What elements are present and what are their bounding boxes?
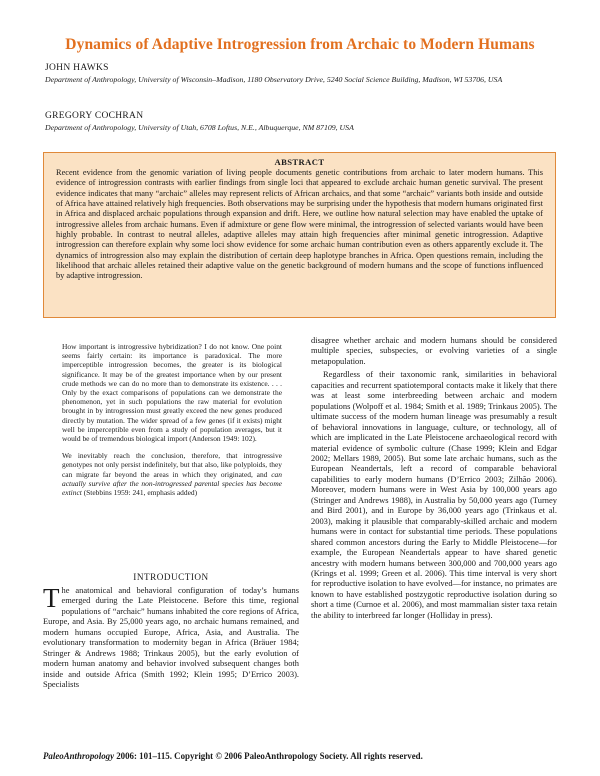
epigraph	[62, 342, 282, 497]
right-column	[311, 335, 557, 620]
introduction-paragraph-text: he anatomical and behavioral configuration of today’s humans emerged during the Late Pleistocene. Before this time, regional populations of “archaic” humans inhabited the core regions of Africa, Europe, and Asia. By 25,000 years ago, no archaic humans remained, and modern humans occupied Europe, Africa, Asia, and Australia. The evolutionary transformation to modernity began in Africa (Bräuer 1984; Stringer & Andrews 1988; Trinkaus 2005), but the early evolution of modern human anatomy and behavior involved subsequent changes both inside and outside Africa (Smith 1992; Klein 1995; D’Errico 2003). Specialists	[43, 585, 299, 690]
section-heading-introduction: INTRODUCTION	[133, 572, 209, 582]
introduction-paragraph	[43, 585, 299, 690]
author-name-1: JOHN HAWKS	[45, 63, 109, 73]
epigraph-quote-anderson-text: How important is introgressive hybridization? I do not know. One point seems fairly certain: its importance is paradoxical. The more imperceptible introgression becomes, the greater is its biological significance. It may be of the greatest importance when by our present crude methods we can do no more than to demonstrate its existence. . . . Only by the exact comparisons of populations can we demonstrate the phenomenon, yet in such populations the raw material for evolution brought in by introgression must greatly exceed the new genes produced directly by mutation. The wider spread of a few genes (if it exists) might well be imperceptible even from a study of population averages, but it would be of tremendous biological import (Anderson 1949: 102).	[62, 342, 282, 444]
author-affiliation-1: Department of Anthropology, University of Wisconsin–Madison, 1180 Observatory Drive, 5240 Social Science Building, Madison, WI 53706, USA	[45, 75, 503, 84]
right-column-paragraph-2: Regardless of their taxonomic rank, similarities in behavioral capacities and recurrent spatiotemporal contacts make it likely that there was at least some interbreeding between archaic and modern populations (Wolpoff et al. 1984; Smith et al. 1989; Trinkaus 2005). The ultimate success of the modern human lineage was presumably a result of behavioral innovations in language, culture, or technology, all of which are implicated in the Late Pleistocene archaeological record with material evidence of symbolic culture (Chase 1999; Klein and Edgar 2002; Mellars 1989, 2005). But some late archaic humans, such as the European Neandertals, left a record of comparable behavioral capabilities to early modern humans (D’Errico 2003; Zilhão 2006). Moreover, modern humans were in West Asia by 100,000 years ago (Stringer and Andrews 1988), in Australia by 50,000 years ago (Turney and Bird 2001), and in Europe by 36,000 years ago (Trinkaus et al. 2003), making it plausible that comparably-skilled archaic and modern humans were in contact for substantial time periods. These populations shared common ancestors during the Early to Middle Pleistocene—for example, the European Neandertals appear to have shared genetic ancestry with modern humans between 300,000 and 700,000 years ago (Krings et al. 1999; Green et al. 2006). This time interval is very short for reproductive isolation to have evolved—for instance, no primates are known to have established postzygotic reproductive isolation during so short a time (Curnoe et al. 2006), and most mammalian sister taxa retain the ability to interbreed far longer (Holliday in press).	[311, 369, 557, 620]
author-name-2: GREGORY COCHRAN	[45, 111, 144, 121]
paper-title: Dynamics of Adaptive Introgression from Archaic to Modern Humans	[65, 36, 535, 53]
epigraph-quote-stebbins-text	[62, 451, 282, 497]
dropcap-letter: T	[43, 583, 60, 613]
right-column-paragraph-1: disagree whether archaic and modern humans should be considered multiple species, subspecies, or evolving varieties of a single metapopulation.	[311, 335, 557, 366]
abstract-heading: ABSTRACT	[274, 157, 325, 167]
epigraph-quote-stebbins	[62, 451, 282, 497]
page-footer	[43, 751, 423, 761]
author-affiliation-2: Department of Anthropology, University of Utah, 6708 Loftus, N.E., Albuquerque, NM 87109, USA	[45, 123, 354, 132]
epigraph-quote-stebbins-emphasis: can actually survive after the non-introgressed parental species has become extinct	[62, 469, 282, 498]
epigraph-quote-stebbins-citation: (Stebbins 1959: 241, emphasis added)	[81, 488, 198, 498]
abstract-box	[43, 152, 556, 318]
abstract-text: Recent evidence from the genomic variation of living people documents genetic contributions from archaic to later modern humans. This evidence of introgression contrasts with earlier findings from single loci that appeared to exclude archaic human genetic survival. The present evidence indicates that many “archaic” alleles may represent relicts of African archaics, and that some “archaic” variants both inside and outside of Africa have attained relatively high frequencies. Both observations may be surprising under the hypothesis that modern humans originated first in Africa and displaced archaic populations through expansion and drift. Here, we outline how natural selection may have enabled the uptake of introgressive alleles from archaic humans. Even if admixture or gene flow were minimal, the introgression of selected variants would have been highly probable. In contrast to neutral alleles, adaptive alleles may attain high frequencies after minimal genetic introgression. Adaptive introgression can therefore explain why some loci show evidence for some archaic human contribution even as others apparently exclude it. The dynamics of introgression also may explain the distribution of certain deep haplotype branches in Africa. Open questions remain, including the likelihood that archaic alleles retained their adaptive value on the genetic background of modern humans and the scope of functions influenced by adaptive introgression.	[56, 168, 543, 281]
epigraph-quote-stebbins-plain: We inevitably reach the conclusion, therefore, that introgressive genotypes not only persist indefinitely, but that also, like polyploids, they can migrate far beyond the areas in which they originated, and	[62, 451, 282, 479]
footer-citation: 2006: 101–115. Copyright © 2006 PaleoAnthropology Society. All rights reserved.	[114, 751, 423, 761]
footer-journal: PaleoAnthropology	[43, 751, 115, 761]
epigraph-quote-anderson	[62, 342, 282, 443]
